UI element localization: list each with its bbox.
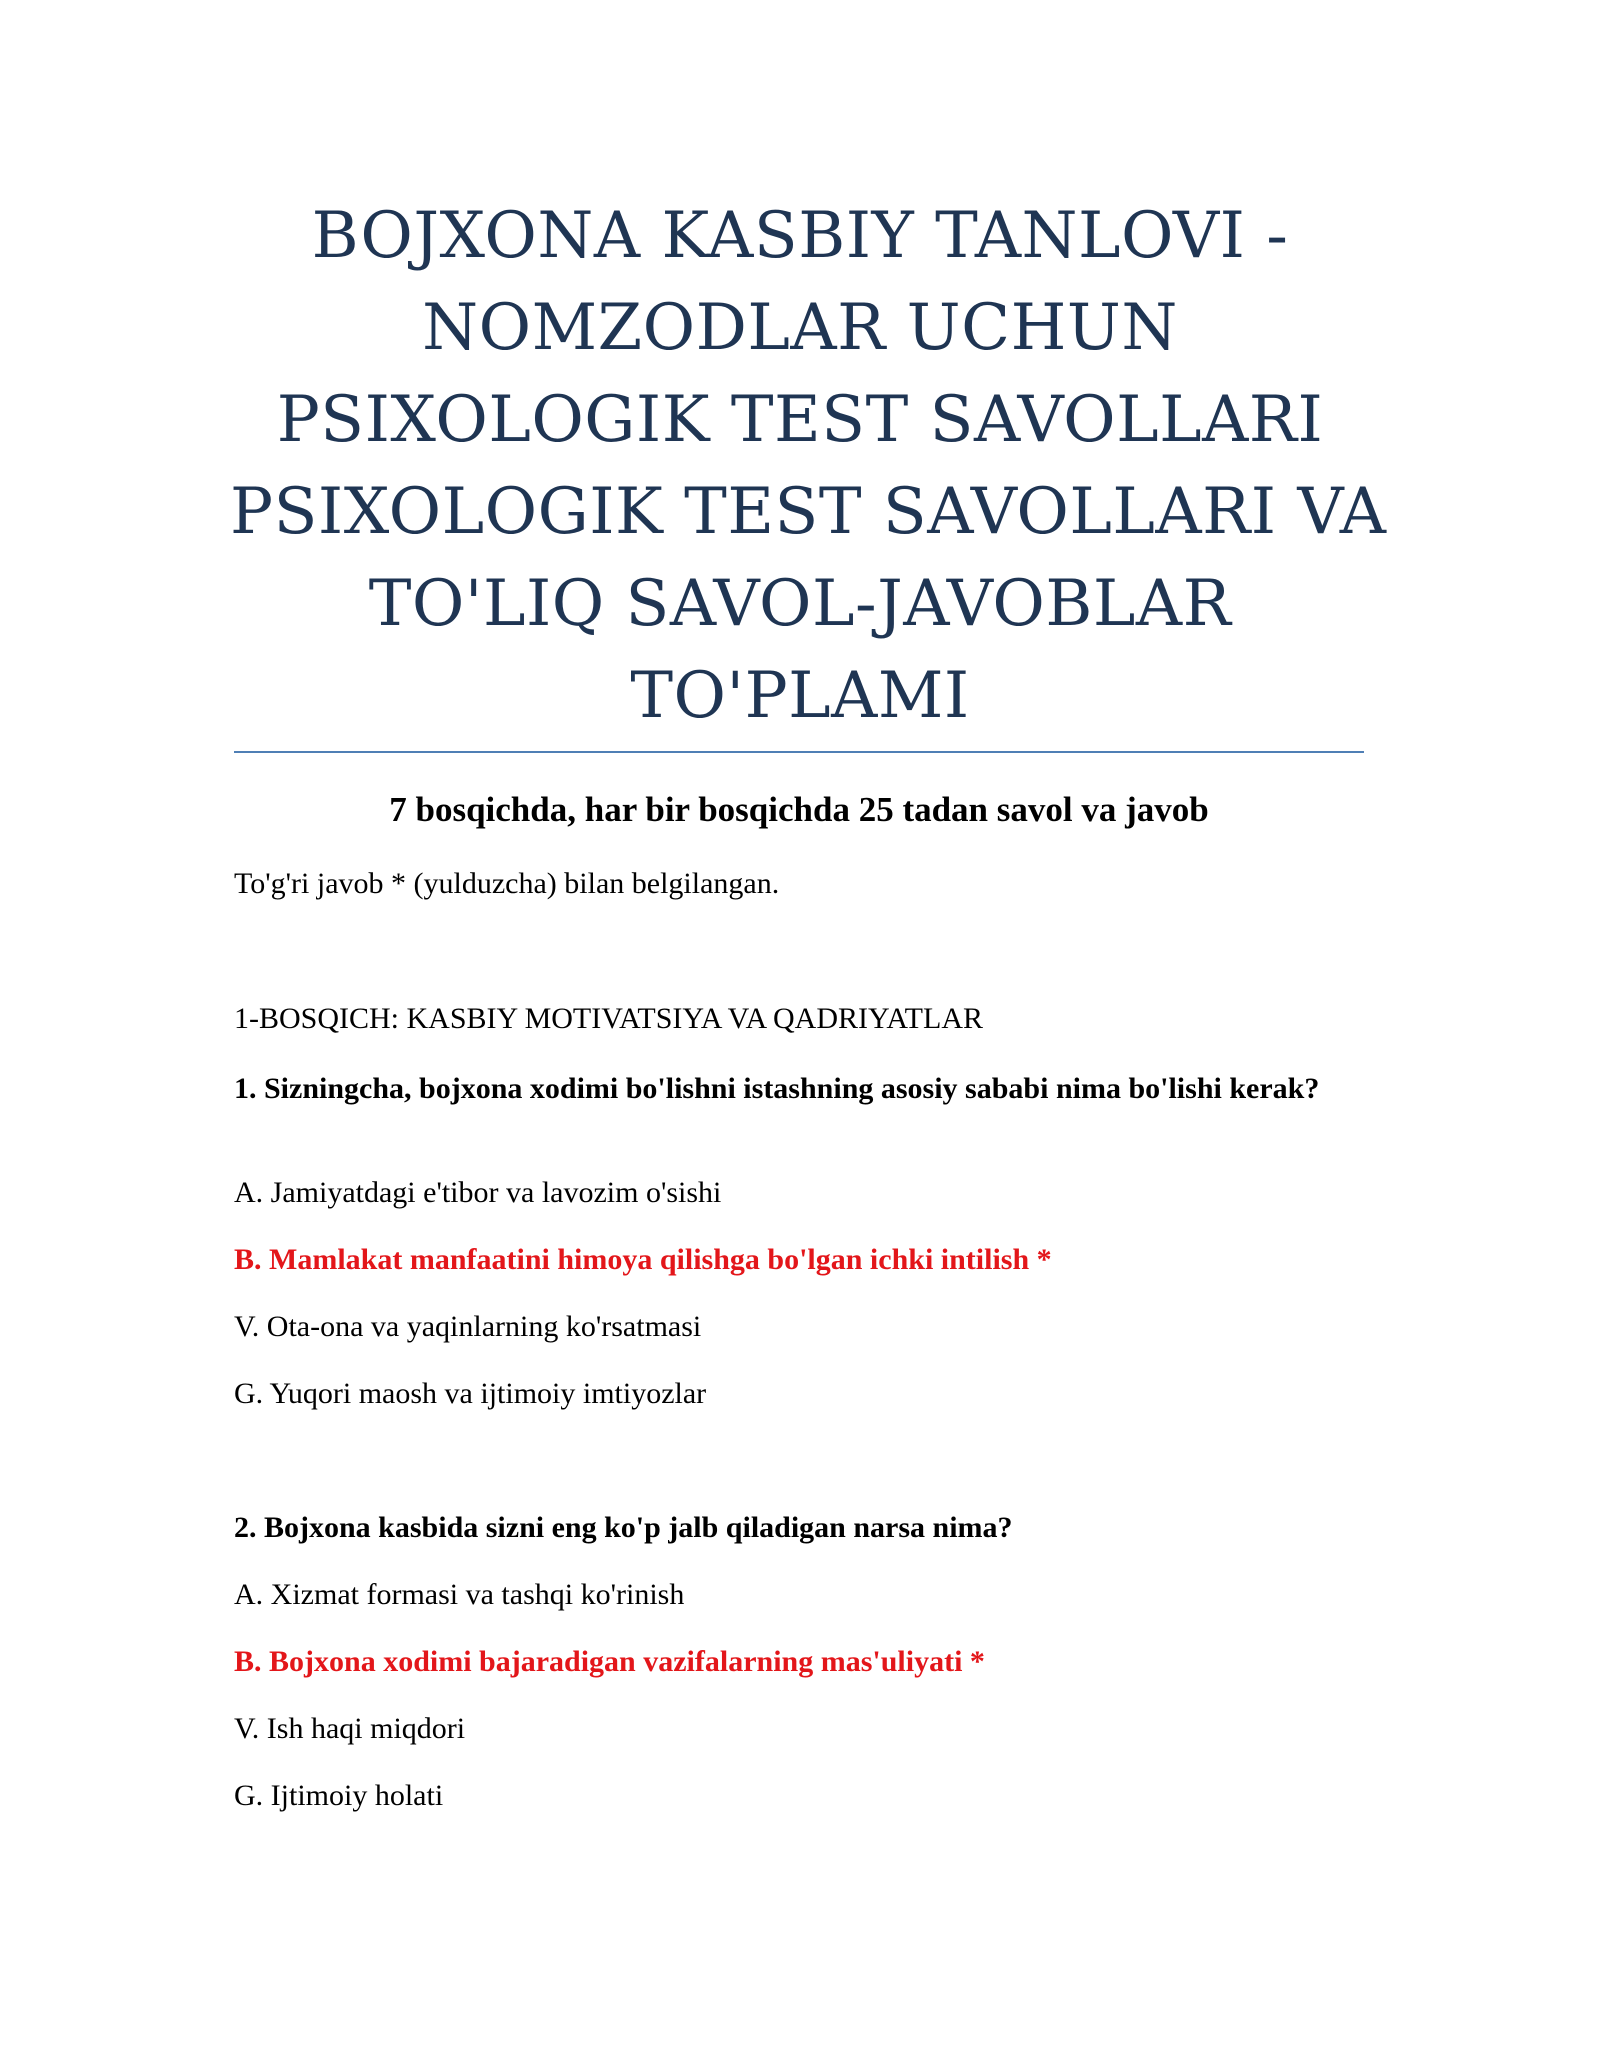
question-2-option-g: G. Ijtimoiy holati: [234, 1779, 444, 1812]
title-line: BOJXONA KASBIY TANLOVI -: [311, 199, 1289, 273]
title-line: PSIXOLOGIK TEST SAVOLLARI VA: [230, 475, 1387, 549]
question-1-option-g: G. Yuqori maosh va ijtimoiy imtiyozlar: [234, 1377, 707, 1410]
answer-key-note: To'g'ri javob * (yulduzcha) bilan belgilangan.: [234, 867, 780, 900]
title-line: NOMZODLAR UCHUN: [422, 291, 1178, 365]
question-1-option-b-correct: B. Mamlakat manfaatini himoya qilishga bo'lgan ichki intilish *: [234, 1243, 1052, 1276]
title-line: PSIXOLOGIK TEST SAVOLLARI: [276, 383, 1324, 457]
document-title: [230, 190, 1387, 742]
question-2-option-b-correct: B. Bojxona xodimi bajaradigan vazifalarning mas'uliyati *: [234, 1645, 985, 1678]
document-subtitle: 7 bosqichda, har bir bosqichda 25 tadan savol va javob: [389, 790, 1209, 829]
question-2-option-v: V. Ish haqi miqdori: [234, 1712, 466, 1745]
title-line: TO'PLAMI: [630, 659, 970, 733]
question-2-text: 2. Bojxona kasbida sizni eng ko'p jalb qiladigan narsa nima?: [234, 1511, 1013, 1544]
question-2-option-a: A. Xizmat formasi va tashqi ko'rinish: [234, 1578, 685, 1611]
question-1-option-v: V. Ota-ona va yaqinlarning ko'rsatmasi: [234, 1310, 702, 1343]
question-1-option-a: A. Jamiyatdagi e'tibor va lavozim o'sishi: [234, 1176, 722, 1209]
title-divider: [234, 751, 1364, 753]
question-1-text: 1. Sizningcha, bojxona xodimi bo'lishni istashning asosiy sababi nima bo'lishi kerak?: [234, 1072, 1320, 1105]
title-line: TO'LIQ SAVOL-JAVOBLAR: [368, 567, 1232, 641]
stage-heading: 1-BOSQICH: KASBIY MOTIVATSIYA VA QADRIYATLAR: [234, 1002, 983, 1035]
